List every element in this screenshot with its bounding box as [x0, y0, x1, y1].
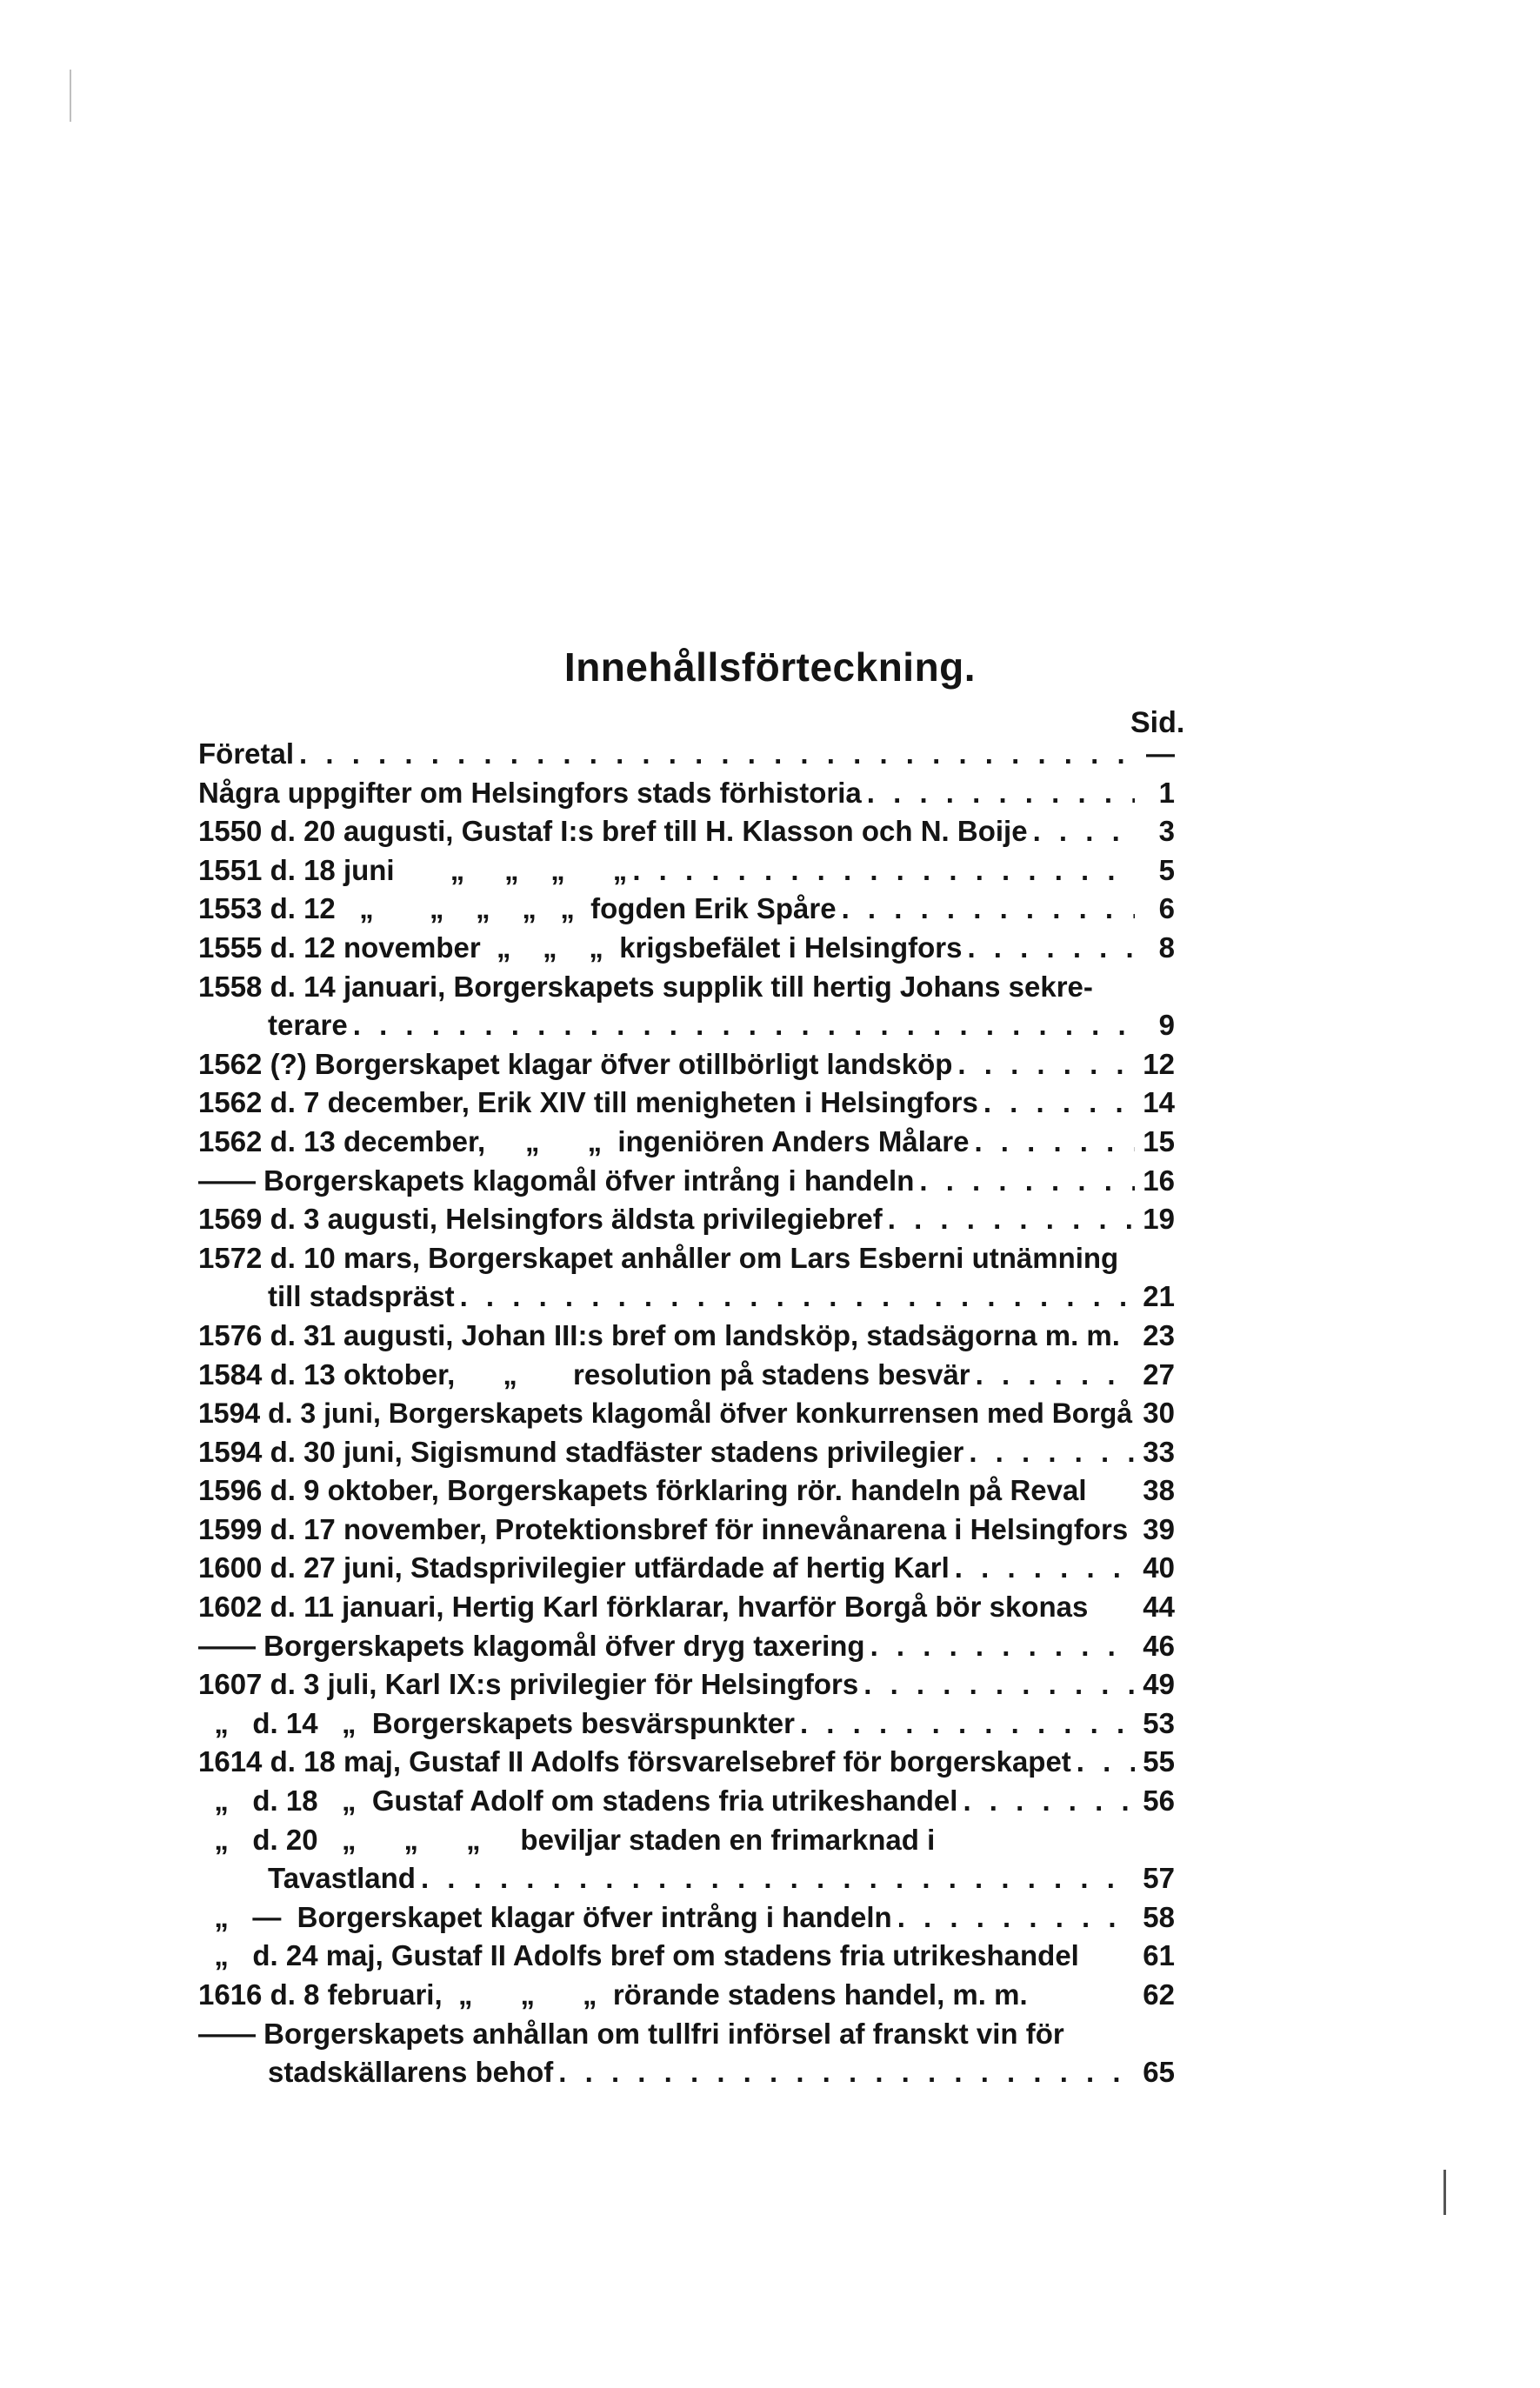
toc-page-number: 1	[1158, 776, 1175, 809]
toc-entry-body	[198, 929, 1135, 968]
toc-leader-dots	[416, 1859, 1135, 1898]
toc-entry	[198, 1006, 1175, 1045]
toc-leader-dots	[892, 1898, 1135, 1938]
toc-entry	[198, 1859, 1175, 1898]
toc-entry	[198, 1511, 1175, 1550]
toc-entry	[198, 1317, 1175, 1356]
toc-entry-text: 1607 d. 3 juli, Karl IX:s privilegier för Helsingfors	[198, 1668, 859, 1701]
toc-entry-text: Några uppgifter om Helsingfors stads förhistoria	[198, 776, 862, 809]
toc-page-number: 19	[1143, 1203, 1175, 1236]
toc-page-number: 57	[1143, 1862, 1175, 1895]
toc-entry	[198, 1549, 1175, 1588]
toc-entry	[198, 1356, 1175, 1395]
toc-entry-body	[198, 1627, 1135, 1666]
toc-page-number: 53	[1143, 1706, 1175, 1739]
toc-entry-text: „ d. 14 „ Borgerskapets besvärspunkter	[198, 1706, 795, 1739]
toc-page-number: 30	[1143, 1397, 1175, 1430]
toc-entry-text: 1602 d. 11 januari, Hertig Karl förklarar, hvarför Borgå bör skonas	[198, 1591, 1089, 1624]
toc-entry	[198, 1782, 1175, 1821]
toc-leader-dots	[455, 1277, 1135, 1317]
toc-entry	[198, 851, 1175, 890]
toc-entry	[198, 1588, 1175, 1627]
toc-leader-dots	[627, 851, 1135, 890]
toc-entry-text: 1594 d. 30 juni, Sigismund stadfäster stadens privilegier	[198, 1435, 964, 1468]
toc-leader-dots	[294, 735, 1135, 774]
scan-speck	[70, 70, 71, 122]
toc-entry-body	[268, 1277, 1135, 1317]
toc-page-number: 61	[1143, 1939, 1175, 1972]
toc-page-number: 38	[1143, 1474, 1175, 1507]
toc-entry-body	[198, 1045, 1135, 1084]
toc-page-number: 46	[1143, 1629, 1175, 1662]
toc-entry-body	[198, 1084, 1135, 1123]
toc-entry-body	[198, 890, 1135, 929]
toc-entry-body	[198, 774, 1135, 813]
toc-entry-text: 1562 d. 13 december, „ „ ingeniören Anders Målare	[198, 1124, 970, 1157]
toc-page-number: 14	[1143, 1086, 1175, 1119]
toc-entry	[198, 1665, 1175, 1704]
toc-leader-dots	[837, 890, 1135, 929]
toc-leader-dots	[950, 1549, 1135, 1588]
toc-entry	[198, 1976, 1175, 2015]
toc-entry-body	[198, 1394, 1135, 1433]
toc-entry	[198, 1045, 1175, 1084]
toc-entry	[198, 1277, 1175, 1317]
toc-page-number: 23	[1143, 1318, 1175, 1351]
toc-entry	[198, 1123, 1175, 1162]
toc-entry-body	[198, 1898, 1135, 1938]
toc-leader-dots	[865, 1627, 1135, 1666]
toc-entry-body	[198, 1743, 1135, 1782]
toc-page-number: 21	[1143, 1280, 1175, 1313]
toc-entry-text: 1562 d. 7 december, Erik XIV till menigheten i Helsingfors	[198, 1086, 978, 1119]
toc-entry-body	[198, 1200, 1135, 1239]
toc-entry-text: Tavastland	[268, 1862, 416, 1895]
toc-page-number: —	[1146, 737, 1175, 770]
toc-entry	[198, 812, 1175, 851]
toc-page-number: 39	[1143, 1512, 1175, 1545]
toc-leader-dots	[883, 1200, 1135, 1239]
toc-entry	[198, 1084, 1175, 1123]
toc-page-number: 58	[1143, 1900, 1175, 1933]
toc-page-number: 15	[1143, 1124, 1175, 1157]
toc-leader-dots	[969, 1123, 1135, 1162]
toc-entry	[198, 1937, 1175, 1976]
toc-page-number: 55	[1143, 1745, 1175, 1778]
toc-page-number: 49	[1143, 1668, 1175, 1701]
toc-entry	[198, 1821, 1175, 1860]
toc-page-number: 44	[1143, 1591, 1175, 1624]
toc-entry-body	[198, 1821, 1135, 1860]
toc-entry-text: 1600 d. 27 juni, Stadsprivilegier utfärdade af hertig Karl	[198, 1551, 950, 1584]
toc-entry-body	[198, 1239, 1135, 1278]
toc-entry-text: „ d. 18 „ Gustaf Adolf om stadens fria utrikeshandel	[198, 1784, 958, 1818]
toc-entry-text: 1576 d. 31 augusti, Johan III:s bref om landsköp, stadsägorna m. m.	[198, 1318, 1120, 1351]
toc-entry-text: 1550 d. 20 augusti, Gustaf I:s bref till H. Klasson och N. Boije	[198, 815, 1028, 848]
toc-page-number: 40	[1143, 1551, 1175, 1584]
toc-entry-body	[198, 1665, 1135, 1704]
toc-leader-dots	[795, 1704, 1135, 1744]
toc-entry-body	[198, 851, 1135, 890]
toc-entry-body	[198, 1511, 1135, 1550]
toc-entry-text: 1551 d. 18 juni „ „ „ „	[198, 853, 628, 886]
toc-entry-text: 1614 d. 18 maj, Gustaf II Adolfs försvarelsebref för borgerskapet	[198, 1745, 1071, 1778]
toc-entry-body	[268, 1859, 1135, 1898]
toc-page-number: 56	[1143, 1784, 1175, 1818]
toc-entry	[198, 1394, 1175, 1433]
toc-page-number: 65	[1143, 2056, 1175, 2089]
toc-entry-body	[198, 1976, 1135, 2015]
toc-entry-body	[198, 1356, 1135, 1395]
toc-leader-dots	[862, 774, 1135, 813]
toc-entry-body	[198, 1588, 1135, 1627]
toc-page-number: 6	[1158, 892, 1175, 925]
toc-entry	[198, 968, 1175, 1007]
toc-entry-body	[198, 1123, 1135, 1162]
toc-entry-body	[198, 1782, 1135, 1821]
toc-leader-dots	[1071, 1743, 1135, 1782]
toc-entry	[198, 774, 1175, 813]
toc-entry	[198, 1239, 1175, 1278]
toc-entry-body	[198, 1162, 1135, 1201]
toc-entry-body	[198, 1433, 1135, 1472]
toc-leader-dots	[957, 1782, 1135, 1821]
toc-entry-text: 1596 d. 9 oktober, Borgerskapets förklaring rör. handeln på Reval	[198, 1474, 1087, 1507]
toc-page-number: 33	[1143, 1435, 1175, 1468]
toc-entry-text: „ d. 20 „ „ „ beviljar staden en frimarknad i	[198, 1823, 936, 1856]
toc-entry	[198, 1704, 1175, 1744]
toc-page-number: 27	[1143, 1357, 1175, 1391]
toc-entry	[198, 1471, 1175, 1511]
toc-page-number: 5	[1158, 853, 1175, 886]
toc-entry-text: stadskällarens behof	[268, 2056, 554, 2089]
toc-entry-text: 1594 d. 3 juni, Borgerskapets klagomål öfver konkurrensen med Borgå	[198, 1397, 1133, 1430]
toc-entry-text: 1572 d. 10 mars, Borgerskapet anhåller om Lars Esberni utnämning	[198, 1241, 1119, 1274]
toc-entry-text: 1599 d. 17 november, Protektionsbref för innevånarena i Helsingfors	[198, 1512, 1129, 1545]
toc-leader-dots	[978, 1084, 1135, 1123]
toc-leader-dots	[970, 1356, 1135, 1395]
toc-entry	[198, 1162, 1175, 1201]
toc-entry-body	[198, 1704, 1135, 1744]
toc-page-number: 12	[1143, 1047, 1175, 1080]
toc-leader-dots	[952, 1045, 1135, 1084]
toc-entry-body	[198, 1317, 1135, 1356]
toc-entry-text: —— Borgerskapets klagomål öfver dryg taxering	[198, 1629, 865, 1662]
toc-entry-body	[198, 1549, 1135, 1588]
toc-entry-text: terare	[268, 1009, 348, 1042]
toc-entry-text: „ d. 24 maj, Gustaf II Adolfs bref om stadens fria utrikeshandel	[198, 1939, 1079, 1972]
toc-leader-dots	[914, 1162, 1135, 1201]
scan-mark	[1443, 2170, 1446, 2215]
toc-entry-text: 1616 d. 8 februari, „ „ „ rörande stadens handel, m. m.	[198, 1978, 1028, 2011]
toc-page-number: 62	[1143, 1978, 1175, 2011]
toc-entry	[198, 1200, 1175, 1239]
page-title: Innehållsförteckning.	[563, 644, 977, 690]
toc-entry-body	[198, 735, 1135, 774]
toc-entry	[198, 1627, 1175, 1666]
toc-entry-text: 1558 d. 14 januari, Borgerskapets supplik till hertig Johans sekre-	[198, 970, 1093, 1003]
toc-entry	[198, 1743, 1175, 1782]
toc-entry-text: —— Borgerskapets anhållan om tullfri införsel af franskt vin för	[198, 2017, 1064, 2050]
toc-entry	[198, 890, 1175, 929]
toc-leader-dots	[553, 2053, 1135, 2092]
toc-entry-text: till stadspräst	[268, 1280, 455, 1313]
toc-entry-text: 1553 d. 12 „ „ „ „ „ fogden Erik Spåre	[198, 892, 837, 925]
toc-entry	[198, 2053, 1175, 2092]
toc-entry-body	[198, 1937, 1135, 1976]
table-of-contents	[198, 735, 1175, 2092]
page-column-header: Sid.	[1130, 706, 1185, 739]
toc-entry-body	[198, 2015, 1135, 2054]
toc-entry-body	[268, 2053, 1135, 2092]
toc-entry-body	[268, 1006, 1135, 1045]
toc-entry-text: 1562 (?) Borgerskapet klagar öfver otillbörligt landsköp	[198, 1047, 953, 1080]
toc-leader-dots	[1028, 812, 1135, 851]
toc-entry-text: „ — Borgerskapet klagar öfver intrång i handeln	[198, 1900, 892, 1933]
toc-page-number: 9	[1158, 1009, 1175, 1042]
toc-page-number: 8	[1158, 931, 1175, 964]
toc-leader-dots	[348, 1006, 1135, 1045]
toc-leader-dots	[858, 1665, 1135, 1704]
toc-entry-text: 1584 d. 13 oktober, „ resolution på stadens besvär	[198, 1357, 970, 1391]
toc-entry-body	[198, 812, 1135, 851]
toc-page-number: 16	[1143, 1164, 1175, 1197]
toc-entry	[198, 1433, 1175, 1472]
toc-entry	[198, 2015, 1175, 2054]
toc-entry	[198, 1898, 1175, 1938]
toc-entry-text: 1555 d. 12 november „ „ „ krigsbefälet i Helsingfors	[198, 931, 963, 964]
toc-entry	[198, 735, 1175, 774]
toc-entry	[198, 929, 1175, 968]
toc-leader-dots	[963, 1433, 1135, 1472]
toc-page-number: 3	[1158, 815, 1175, 848]
toc-entry-body	[198, 1471, 1135, 1511]
toc-entry-text: Företal	[198, 737, 295, 770]
toc-entry-body	[198, 968, 1135, 1007]
toc-entry-text: 1569 d. 3 augusti, Helsingfors äldsta privilegiebref	[198, 1203, 883, 1236]
toc-leader-dots	[962, 929, 1135, 968]
toc-entry-text: —— Borgerskapets klagomål öfver intrång i handeln	[198, 1164, 915, 1197]
